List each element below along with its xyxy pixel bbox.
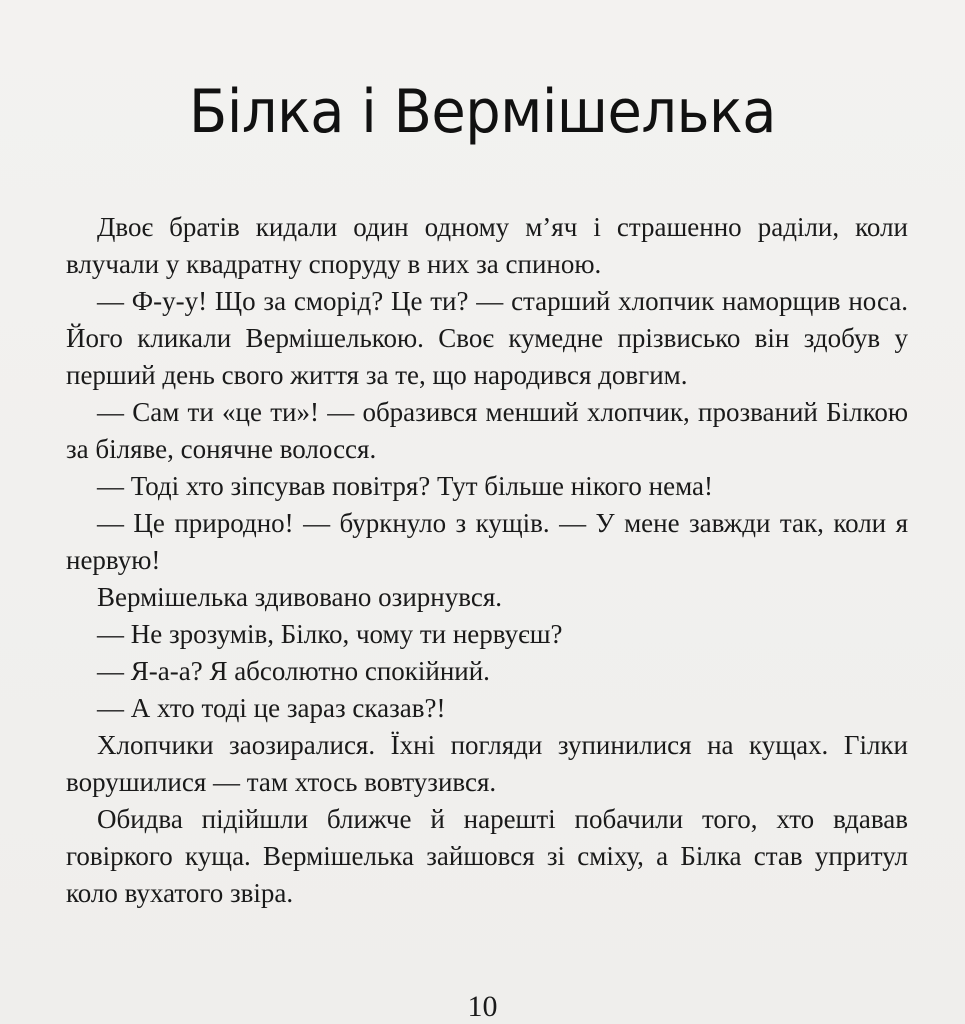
chapter-title: Білка і Вермішелька <box>189 77 776 147</box>
chapter-text <box>66 209 908 912</box>
paragraph: — А хто тоді це зараз сказав?! <box>97 693 446 723</box>
paragraph: — Ф-у-у! Що за сморід? Це ти? — старший хлопчик наморщив носа. Його кликали Вермішелькою. Своє кумедне прізвисько він здобув у перший день свого життя за те, що народився довгим. <box>66 286 908 390</box>
paragraph: — Це природно! — буркнуло з кущів. — У мене завжди так, коли я нервую! <box>66 508 908 575</box>
paragraph: Обидва підійшли ближче й нарешті побачили того, хто вдавав говіркого куща. Вермішелька зайшовся зі сміху, а Білка став упритул коло вухатого звіра. <box>66 804 908 908</box>
paragraph: — Сам ти «це ти»! — образився менший хлопчик, прозваний Білкою за біляве, сонячне волосся. <box>66 397 908 464</box>
paragraph: — Тоді хто зіпсував повітря? Тут більше нікого нема! <box>97 471 713 501</box>
paragraph: Хлопчики заозиралися. Їхні погляди зупинилися на кущах. Гілки ворушилися — там хтось вовтузився. <box>66 730 908 797</box>
page-number: 10 <box>467 990 498 1023</box>
paragraph: Двоє братів кидали один одному м’яч і страшенно раділи, коли влучали у квадратну споруду в них за спиною. <box>66 212 908 279</box>
paragraph: Вермішелька здивовано озирнувся. <box>97 582 502 612</box>
paragraph: — Я-а-а? Я абсолютно спокійний. <box>97 656 490 686</box>
paragraph: — Не зрозумів, Білко, чому ти нервуєш? <box>97 619 563 649</box>
